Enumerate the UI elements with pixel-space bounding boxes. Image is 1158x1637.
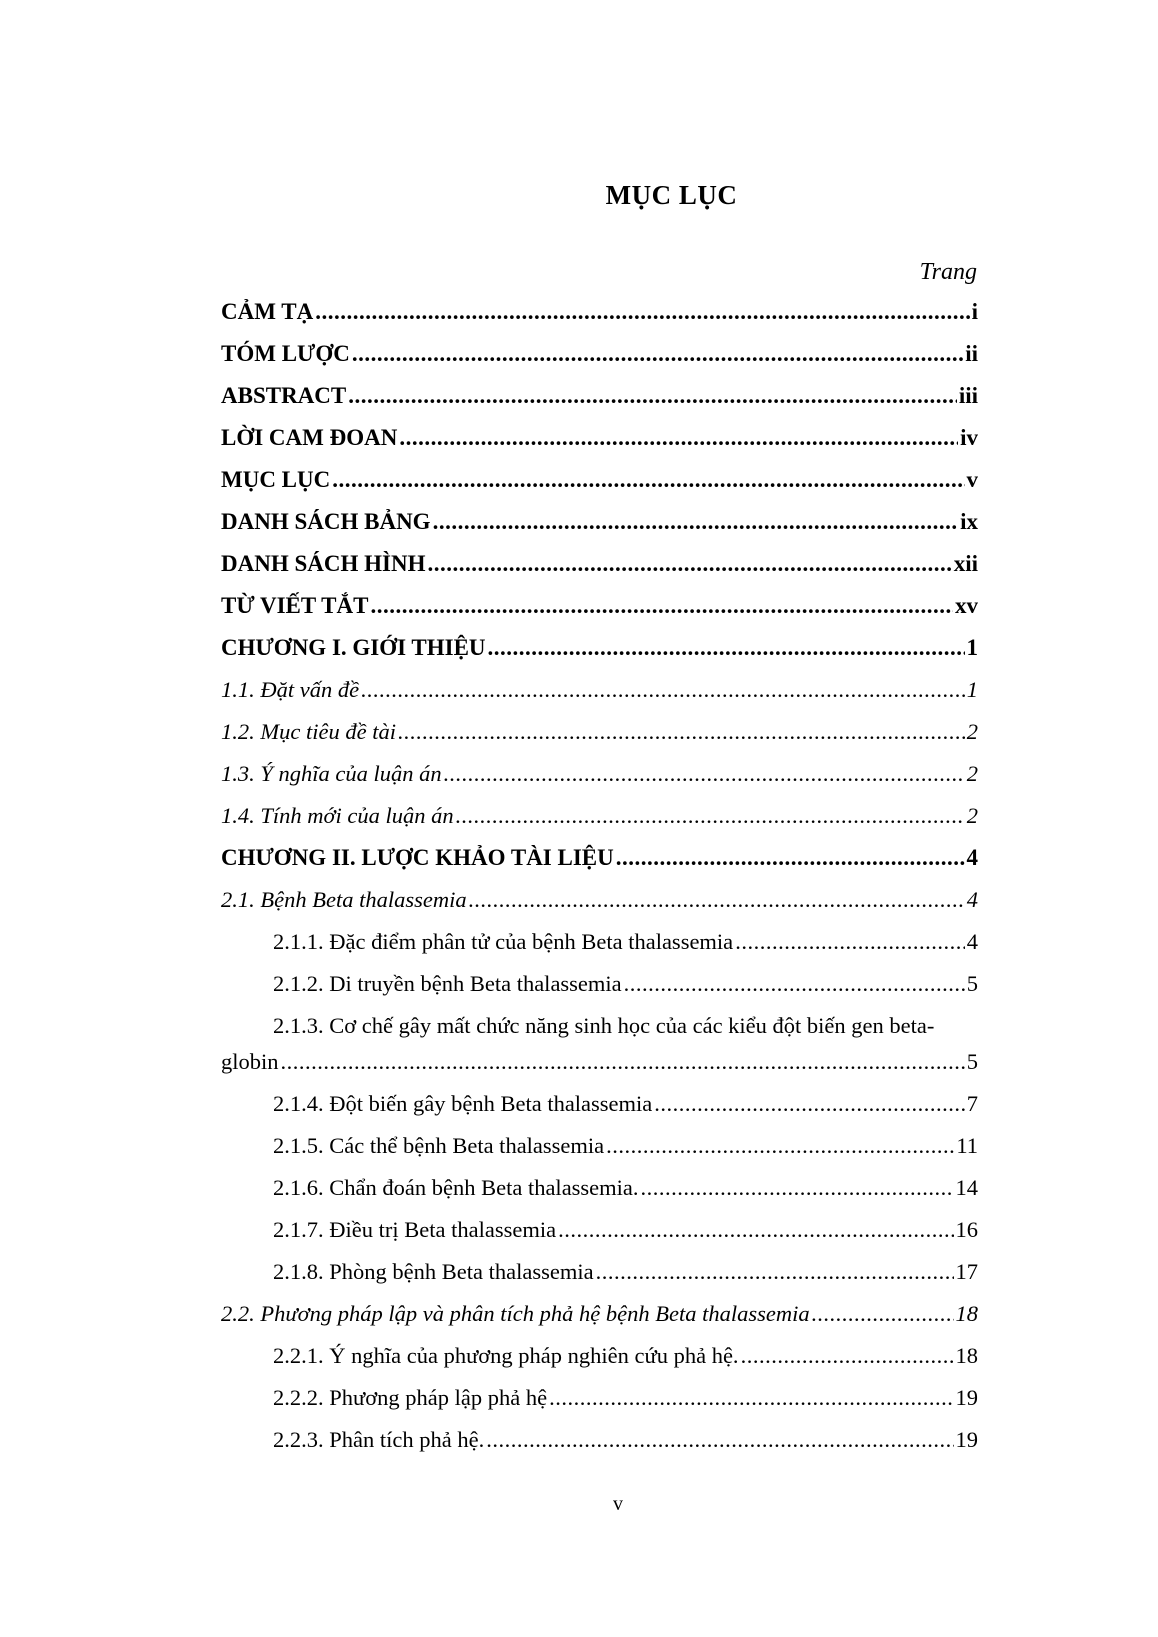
dot-leader <box>735 930 965 954</box>
toc-entry-label: TỪ VIẾT TẮT <box>221 593 369 618</box>
toc-entry-label: 2.1. Bệnh Beta thalassemia <box>221 887 467 912</box>
toc-subsection-entry <box>221 1218 978 1242</box>
toc-entry-page: 19 <box>955 1385 978 1410</box>
dot-leader <box>549 1386 953 1410</box>
toc-entry-page: iii <box>958 383 978 408</box>
toc-subsection-entry <box>221 1014 978 1038</box>
toc-subsection-entry <box>221 972 978 996</box>
toc-entry-label: 2.1.6. Chẩn đoán bệnh Beta thalassemia. <box>273 1175 639 1200</box>
dot-leader <box>654 1092 964 1116</box>
toc-entry-label: 2.2.2. Phương pháp lập phả hệ <box>273 1385 548 1410</box>
dot-leader <box>399 426 958 450</box>
dot-leader <box>616 846 965 870</box>
toc-entry-page: 1 <box>966 677 978 702</box>
toc-section-entry <box>221 678 978 702</box>
toc-entry-label: LỜI CAM ĐOAN <box>221 425 398 450</box>
toc-entry-page: xv <box>955 593 978 618</box>
toc-entry <box>221 426 978 450</box>
dot-leader <box>444 762 965 786</box>
toc-entry-label: CHƯƠNG II. LƯỢC KHẢO TÀI LIỆU <box>221 845 614 870</box>
toc-entry-page: i <box>971 299 978 324</box>
page-title: MỤC LỤC <box>605 180 738 210</box>
toc-entry-page: 4 <box>966 929 978 954</box>
toc-entry-label: 2.2. Phương pháp lập và phân tích phả hệ bệnh Beta thalassemia <box>221 1301 810 1326</box>
toc-entry-label: 2.2.1. Ý nghĩa của phương pháp nghiên cứu phả hệ. <box>273 1343 739 1368</box>
toc-entry <box>221 552 978 576</box>
toc-section-entry <box>221 1302 978 1326</box>
toc-entry-page: 14 <box>955 1175 978 1200</box>
dot-leader <box>641 1176 954 1200</box>
toc-entry <box>221 300 978 324</box>
toc-entry <box>221 384 978 408</box>
page-column-header: Trang <box>919 259 977 285</box>
toc-entry <box>221 510 978 534</box>
dot-leader <box>606 1134 954 1158</box>
dot-leader <box>433 510 959 534</box>
toc-entry-label: 1.3. Ý nghĩa của luận án <box>221 761 442 786</box>
toc-entry-page: 19 <box>955 1427 978 1452</box>
toc-entry-page: 2 <box>966 719 978 744</box>
toc-subsection-entry <box>221 1092 978 1116</box>
toc-entry-label: TÓM LƯỢC <box>221 341 350 366</box>
dot-leader <box>398 720 965 744</box>
toc-entry-page: 5 <box>966 971 978 996</box>
toc-entry-page: 7 <box>966 1091 978 1116</box>
dot-leader <box>812 1302 954 1326</box>
toc-entry-label: CHƯƠNG I. GIỚI THIỆU <box>221 635 486 660</box>
dot-leader <box>427 552 951 576</box>
dot-leader <box>315 300 969 324</box>
toc-chapter-entry <box>221 636 978 660</box>
toc-subsection-entry <box>221 1176 978 1200</box>
toc-entry-label: globin <box>221 1049 279 1074</box>
toc-entry-page: 2 <box>966 803 978 828</box>
toc-subsection-entry <box>221 930 978 954</box>
toc-subsection-entry <box>221 1260 978 1284</box>
toc-entry-page: v <box>966 467 978 492</box>
toc-entry-page: 4 <box>966 845 978 870</box>
dot-leader <box>558 1218 953 1242</box>
toc-section-entry <box>221 720 978 744</box>
toc-entry-page: 17 <box>955 1259 978 1284</box>
toc-entry-page: 16 <box>955 1217 978 1242</box>
toc-subsection-entry <box>221 1344 978 1368</box>
toc-entry-label: 2.2.3. Phân tích phả hệ. <box>273 1427 485 1452</box>
dot-leader <box>352 342 963 366</box>
toc-entry <box>221 468 978 492</box>
dot-leader <box>469 888 965 912</box>
page-number: v <box>613 1493 623 1515</box>
toc-entry-label: DANH SÁCH HÌNH <box>221 551 426 576</box>
dot-leader <box>370 594 953 618</box>
dot-leader <box>332 468 964 492</box>
toc-section-entry <box>221 888 978 912</box>
toc-entry-page: 5 <box>966 1049 978 1074</box>
toc-entry-page: 18 <box>955 1343 978 1368</box>
toc-entry-page: 11 <box>956 1133 978 1158</box>
toc-entry-label: 2.1.7. Điều trị Beta thalassemia <box>273 1217 557 1242</box>
dot-leader <box>741 1344 954 1368</box>
table-of-contents <box>221 300 978 1470</box>
toc-entry-page: ix <box>960 509 978 534</box>
toc-entry-page: ii <box>965 341 978 366</box>
toc-entry-page: 2 <box>966 761 978 786</box>
dot-leader <box>456 804 965 828</box>
toc-entry-label: 2.1.4. Đột biến gây bệnh Beta thalassemia <box>273 1091 653 1116</box>
toc-entry-page: 1 <box>966 635 978 660</box>
dot-leader <box>361 678 965 702</box>
toc-entry-label: CẢM TẠ <box>221 299 314 324</box>
toc-entry-label: MỤC LỤC <box>221 467 331 492</box>
toc-entry-label: 1.1. Đặt vấn đề <box>221 677 360 702</box>
toc-entry-label: 2.1.2. Di truyền bệnh Beta thalassemia <box>273 971 622 996</box>
dot-leader <box>486 1428 953 1452</box>
dot-leader <box>281 1050 965 1074</box>
toc-subsection-entry <box>221 1386 978 1410</box>
toc-entry <box>221 342 978 366</box>
toc-entry-page: 4 <box>966 887 978 912</box>
toc-entry-label: 1.4. Tính mới của luận án <box>221 803 454 828</box>
toc-entry-label: 2.1.5. Các thể bệnh Beta thalassemia <box>273 1133 605 1158</box>
toc-subsection-entry <box>221 1134 978 1158</box>
toc-entry-page: xii <box>953 551 978 576</box>
toc-entry-label: ABSTRACT <box>221 383 347 408</box>
toc-section-entry <box>221 804 978 828</box>
toc-entry-label: 2.1.8. Phòng bệnh Beta thalassemia <box>273 1259 594 1284</box>
toc-entry-label: 2.1.1. Đặc điểm phân tử của bệnh Beta thalassemia <box>273 929 734 954</box>
toc-section-entry <box>221 762 978 786</box>
dot-leader <box>624 972 965 996</box>
toc-chapter-entry <box>221 846 978 870</box>
toc-entry <box>221 594 978 618</box>
dot-leader <box>488 636 965 660</box>
toc-entry-page: iv <box>960 425 978 450</box>
toc-entry-label: 2.1.3. Cơ chế gây mất chức năng sinh học của các kiểu đột biến gen beta- <box>273 1013 935 1038</box>
toc-entry-label: 1.2. Mục tiêu đề tài <box>221 719 396 744</box>
toc-entry-label: DANH SÁCH BẢNG <box>221 509 431 534</box>
dot-leader <box>348 384 957 408</box>
toc-subsection-entry <box>221 1428 978 1452</box>
dot-leader <box>596 1260 954 1284</box>
toc-entry-continuation <box>221 1050 978 1074</box>
toc-entry-page: 18 <box>955 1301 978 1326</box>
